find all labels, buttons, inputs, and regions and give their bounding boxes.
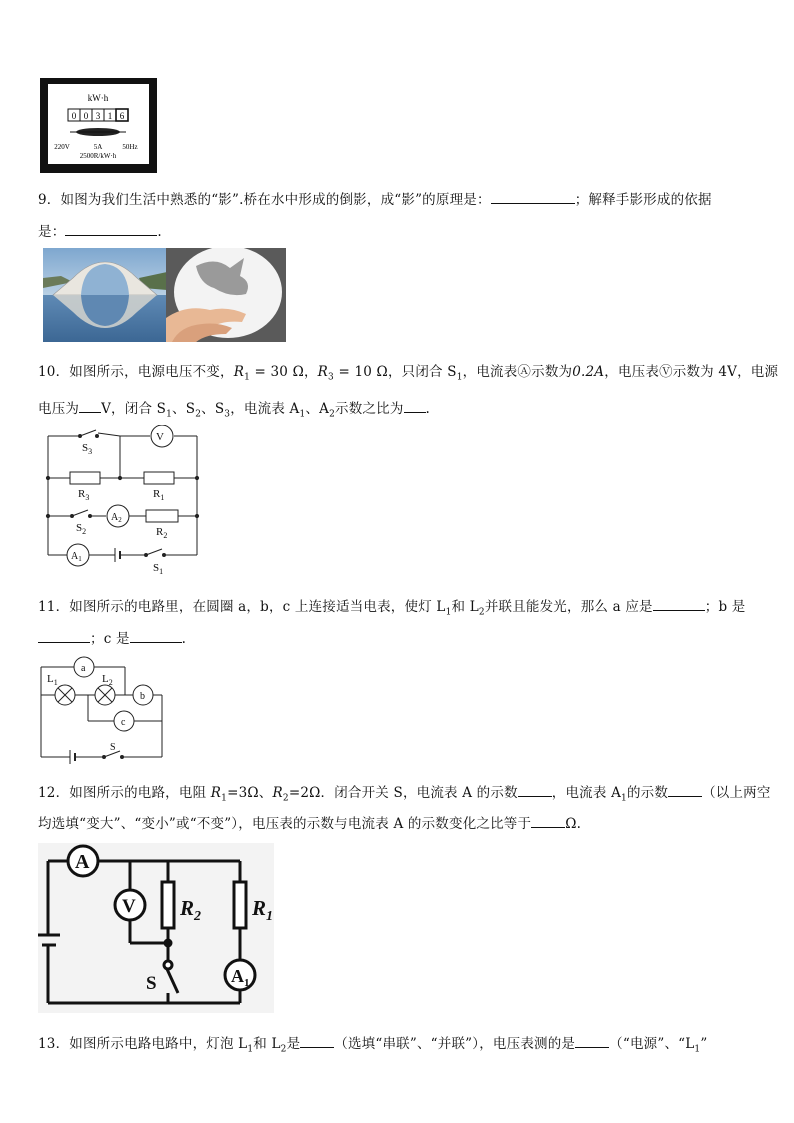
label-a1: $A_1$ (231, 966, 250, 989)
blank[interactable] (65, 224, 157, 236)
label-r2: $R_2$ (156, 526, 168, 540)
electric-meter-figure (40, 78, 157, 173)
question-9-line-2: 是： . (38, 224, 162, 240)
question-10-line-2: 电压为 V，闭合 $S_1$、$S_2$、$S_3$，电流表 $A_1$、$A_2$示数之比为 . (38, 401, 431, 420)
label-v: V (122, 896, 136, 917)
question-10-line-1: 10．如图所示，电源电压不变，$R_1 = 30$ Ω，$R_3 = 10$ Ω，只闭合 $S_1$，电流表Ⓐ示数为0.2A，电压表Ⓥ示数为 4V，电源 (38, 364, 779, 383)
label-r1: $R_1$ (153, 488, 165, 502)
blank[interactable] (79, 401, 101, 413)
blank[interactable] (38, 631, 90, 643)
blank[interactable] (300, 1036, 334, 1048)
meter-spec: 220V (54, 143, 70, 151)
label-r2: $R_2$ (180, 896, 202, 924)
label-r1: $R_1$ (252, 896, 274, 924)
meter-digit: 6 (119, 111, 125, 121)
label-r3: $R_3$ (78, 488, 90, 502)
meter-digit: 3 (95, 111, 101, 121)
blank[interactable] (531, 816, 565, 828)
question-12-circuit (38, 843, 274, 1013)
label-a1: $A_1$ (71, 551, 82, 563)
question-9-line-1: 9．如图为我们生活中熟悉的“影”.桥在水中形成的倒影，成“影”的原理是： ；解释手影形成的依据 (38, 192, 712, 208)
label-l2: $L_2$ (102, 673, 113, 687)
label-s: S (110, 742, 116, 753)
meter-spec: 5A (93, 143, 103, 151)
meter-unit: kW·h (87, 93, 109, 103)
meter-spec: 50Hz (122, 143, 138, 151)
question-11-line-1: 11．如图所示的电路里，在圆圈 a，b，c 上连接适当电表，使灯 $L_1$和 $L_2$并联且能发光，那么 a 应是 ；b 是 (38, 599, 746, 618)
question-12-line-1: 12．如图所示的电路，电阻 $R_1=3\Omega$、$R_2=2\Omega$．闭合开关 S，电流表 A 的示数 ，电流表 $A_1$的示数 （以上两空 (38, 785, 771, 804)
blank[interactable] (130, 631, 182, 643)
question-10-circuit (40, 425, 205, 575)
meter-rate: 2500R/kW·h (79, 152, 117, 160)
label-b: b (140, 691, 145, 702)
question-12-line-2: 均选填“变大”、“变小”或“不变”），电压表的示数与电流表 A 的示数变化之比等于 Ω. (38, 816, 582, 832)
blank[interactable] (518, 785, 552, 797)
label-s3: $S_3$ (82, 442, 93, 456)
label-s1: $S_1$ (153, 562, 164, 575)
meter-digit: 1 (107, 111, 113, 121)
label-s: S (146, 973, 157, 994)
meter-digit: 0 (71, 111, 77, 121)
label-a: a (81, 663, 86, 674)
label-a: A (75, 851, 90, 873)
label-s2: $S_2$ (76, 522, 87, 536)
label-c: c (121, 717, 126, 728)
blank[interactable] (653, 599, 705, 611)
question-13-line-1: 13．如图所示电路电路中，灯泡 $L_1$和 $L_2$是 （选填“串联”、“并联”），电压表测的是 （“电源”、“$L_1$” (38, 1036, 708, 1055)
blank[interactable] (491, 192, 575, 204)
hand-shadow-photo (166, 248, 286, 342)
blank[interactable] (575, 1036, 609, 1048)
meter-digit: 0 (83, 111, 89, 121)
bridge-reflection-photo (43, 248, 167, 342)
blank[interactable] (668, 785, 702, 797)
label-a2: $A_2$ (111, 512, 122, 524)
blank[interactable] (404, 401, 426, 413)
question-11-line-2: ；c 是 . (38, 627, 186, 647)
label-l1: $L_1$ (47, 673, 58, 687)
label-v: V (156, 431, 164, 443)
question-11-circuit (38, 655, 168, 765)
